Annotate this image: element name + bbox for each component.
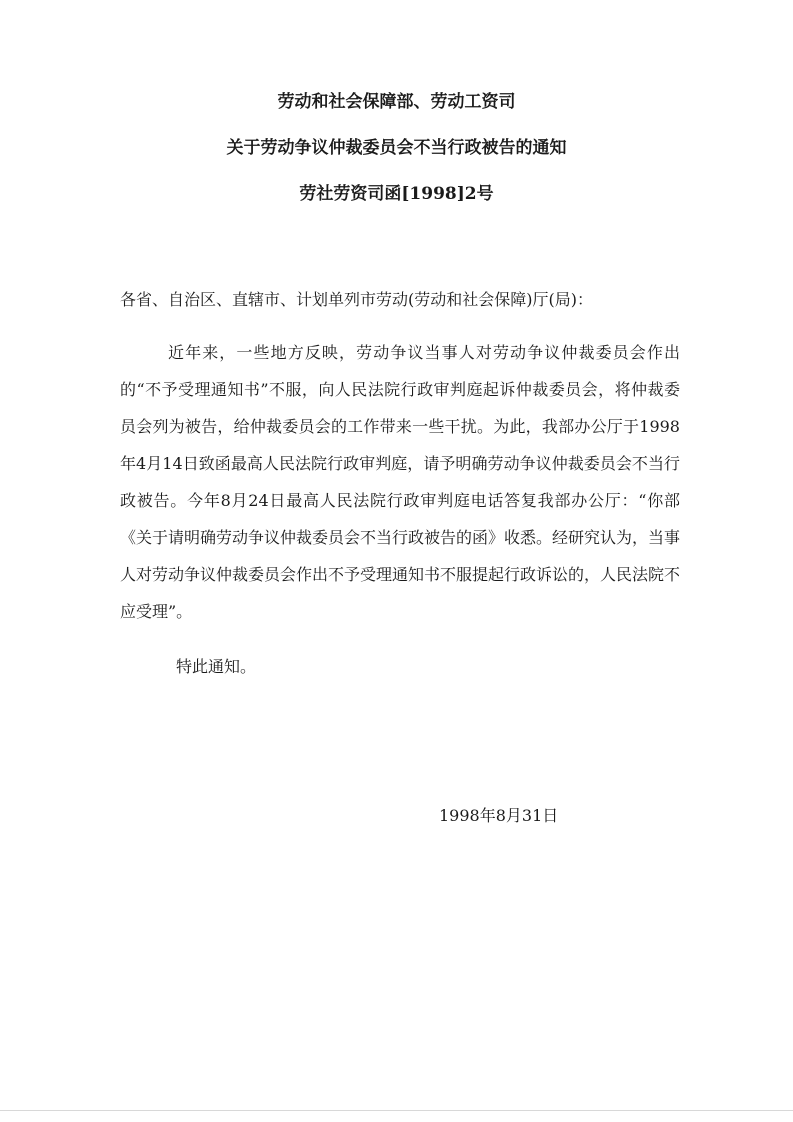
salutation: 各省、自治区、直辖市、计划单列市劳动(劳动和社会保障)厅(局)： [120, 290, 593, 309]
page-bottom-rule [0, 1110, 793, 1111]
issuer-title: 劳动和社会保障部、劳动工资司 [277, 92, 516, 112]
notice-title: 关于劳动争议仲裁委员会不当行政被告的通知 [226, 138, 567, 158]
document-header [0, 92, 793, 230]
closing-line: 特此通知。 [176, 657, 257, 676]
document-body [120, 288, 680, 679]
issue-date: 1998年8月31日 [439, 806, 559, 825]
document-number: 劳社劳资司函[1998]2号 [299, 184, 494, 204]
body-paragraph: 近年来，一些地方反映，劳动争议当事人对劳动争议仲裁委员会作出的“不予受理通知书”不服，向人民法院行政审判庭起诉仲裁委员会，将仲裁委员会列为被告，给仲裁委员会的工作带来一些干扰。为此，我部办公厅于1998年4月14日致函最高人民法院行政审判庭，请予明确劳动争议仲裁委员会不当行政被告。今年8月24日最高人民法院行政审判庭电话答复我部办公厅：“你部《关于请明确劳动争议仲裁委员会不当行政被告的函》收悉。经研究认为，当事人对劳动争议仲裁委员会作出不予受理通知书不服提起行政诉讼的，人民法院不应受理”。 [120, 343, 681, 621]
